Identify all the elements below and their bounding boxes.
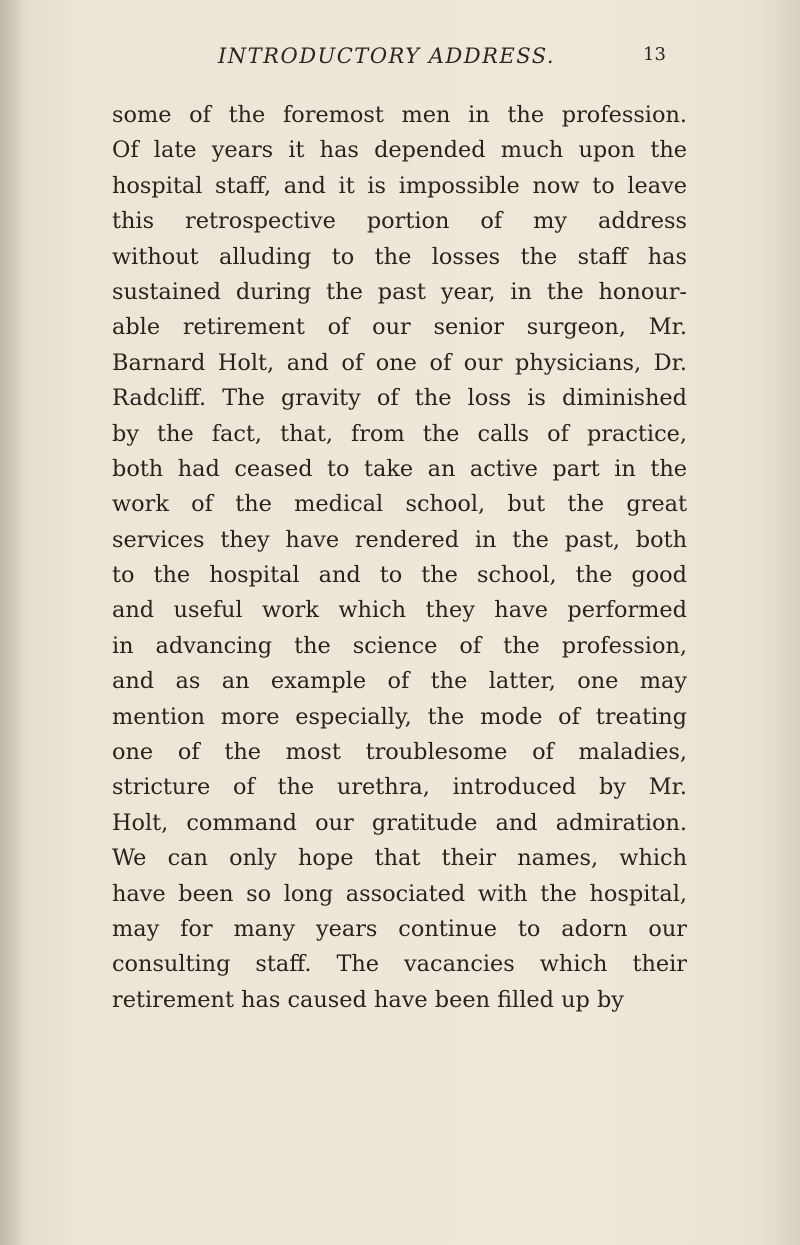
text-line: We can only hope that their names, which [112, 845, 687, 872]
text-line: some of the foremost men in the profession. [112, 102, 687, 128]
text-line: mention more especially, the mode of treating [112, 703, 687, 730]
text-line: by the fact, that, from the calls of practice, [112, 420, 687, 447]
binding-shadow [0, 0, 26, 1245]
text-line: Holt, command our gratitude and admiration. [112, 809, 687, 836]
text-line: one of the most troublesome of maladies, [112, 739, 687, 766]
text-line: consulting staff. The vacancies which their [112, 951, 687, 978]
text-line: able retirement of our senior surgeon, Mr. [112, 314, 687, 341]
body-paragraph [112, 98, 687, 1018]
text-line: hospital staff, and it is impossible now to leave [112, 172, 687, 199]
text-line: Radcliff. The gravity of the loss is diminished [112, 385, 687, 412]
text-line: work of the medical school, but the great [112, 491, 687, 518]
text-line: may for many years continue to adorn our [112, 915, 687, 942]
text-line: Barnard Holt, and of one of our physicians, Dr. [112, 349, 687, 376]
text-line: this retrospective portion of my address [112, 208, 687, 235]
text-line: to the hospital and to the school, the good [112, 562, 687, 589]
text-line: services they have rendered in the past, both [112, 526, 687, 553]
text-line: both had ceased to take an active part in the [112, 455, 687, 482]
text-line: retirement has caused have been filled up by [112, 986, 624, 1013]
text-line: have been so long associated with the hospital, [112, 880, 687, 907]
text-line: Of late years it has depended much upon the [112, 137, 687, 164]
text-line: in advancing the science of the profession, [112, 632, 687, 659]
text-line: stricture of the urethra, introduced by Mr. [112, 774, 687, 801]
text-line: without alluding to the losses the staff has [112, 243, 687, 270]
running-title: INTRODUCTORY ADDRESS. [218, 44, 556, 68]
page-number: 13 [643, 44, 666, 65]
text-line: and useful work which they have performed [112, 597, 687, 624]
text-line: and as an example of the latter, one may [112, 668, 687, 695]
text-line: sustained during the past year, in the honour- [112, 278, 687, 305]
running-head [0, 44, 800, 80]
